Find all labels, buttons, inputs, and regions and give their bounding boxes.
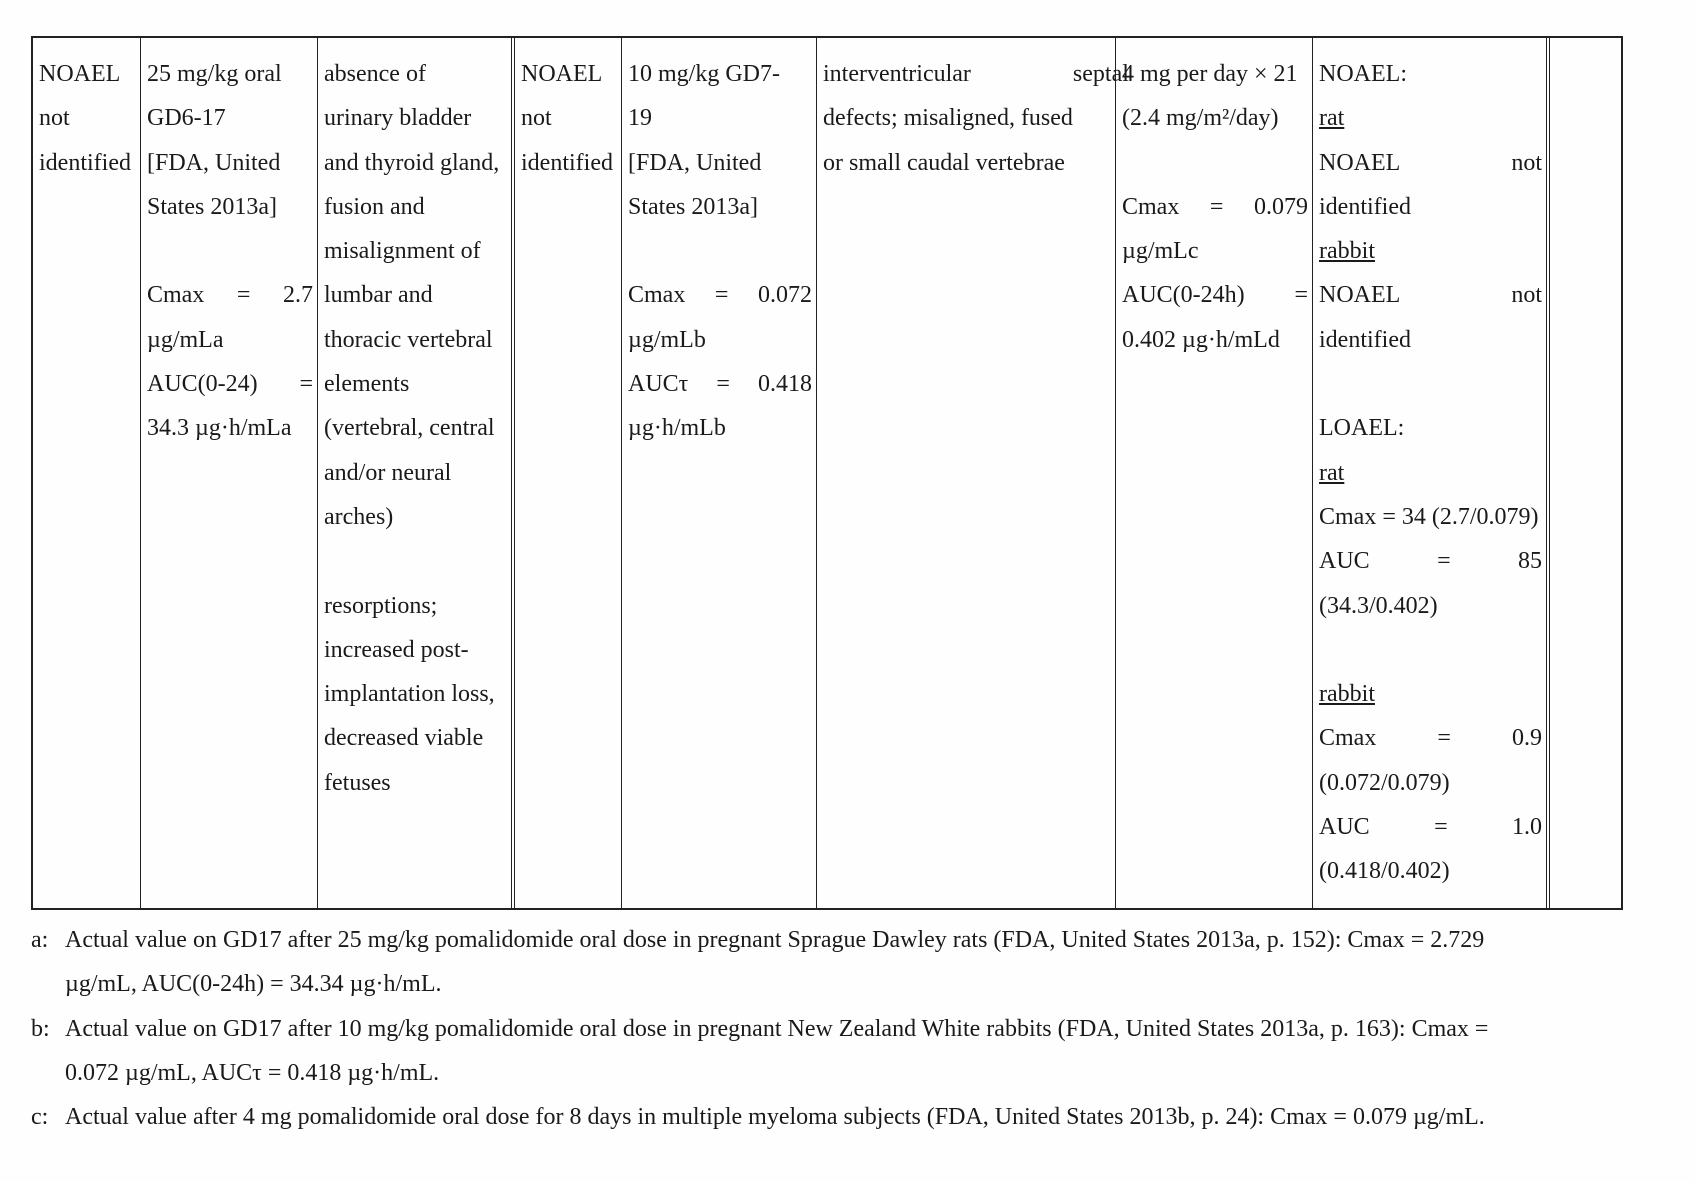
cell-text: misalignment of <box>324 238 481 265</box>
auc-row <box>147 362 313 406</box>
cell-text: rabbit <box>1319 238 1375 265</box>
cell-text: GD6-17 <box>147 105 226 132</box>
cell-text: (2.4 mg/m²/day) <box>1122 105 1279 132</box>
eq-sign: = <box>1434 814 1448 841</box>
eq-sign: = <box>716 371 730 398</box>
cell-text: 0.402 µg·h/mLd <box>1122 326 1280 353</box>
eq-sign: = <box>1437 725 1451 752</box>
cell-text: arches) <box>324 503 394 530</box>
auc-label: AUC(0-24h) <box>1122 282 1245 309</box>
cell-text: not <box>1511 149 1542 176</box>
cell-text: lumbar and <box>324 282 433 309</box>
cell-text: decreased viable <box>324 725 484 752</box>
cell-text: [FDA, United <box>147 149 281 176</box>
cmax-row <box>1122 185 1308 229</box>
cell-text: identified <box>521 149 613 176</box>
cell-text: (vertebral, central <box>324 415 495 442</box>
footnote-text: Actual value after 4 mg pomalidomide oral dose for 8 days in multiple myeloma subjects (FDA, United States 2013b, p. 24): Cmax = 0.079 µg/mL. <box>65 1104 1485 1131</box>
cmax-row <box>1319 716 1542 760</box>
col-rabbit-findings <box>817 38 1129 908</box>
cell-text: µg/mLa <box>147 326 224 353</box>
noael-row <box>1319 273 1542 317</box>
cell-text: NOAEL <box>1319 149 1401 176</box>
cell-text: increased post- <box>324 636 469 663</box>
footnote-text: Actual value on GD17 after 10 mg/kg pomalidomide oral dose in pregnant New Zealand White rabbits (FDA, United States 2013a, p. 163): Cmax = <box>65 1015 1489 1042</box>
cell-text: thoracic vertebral <box>324 326 493 353</box>
footnote-text: 0.072 µg/mL, AUCτ = 0.418 µg·h/mL. <box>65 1059 440 1086</box>
toxicity-table <box>31 36 1623 910</box>
cell-text: NOAEL <box>39 61 121 87</box>
auc-value: 1.0 <box>1512 814 1542 841</box>
auc-label: AUC <box>1319 548 1370 575</box>
cell-text: absence of <box>324 61 426 87</box>
cell-text: and/or neural <box>324 459 452 486</box>
cell-text: fetuses <box>324 769 391 796</box>
auc-label: AUC(0-24) <box>147 371 258 398</box>
footnote-label: c: <box>31 1104 49 1131</box>
cmax-value: 0.079 <box>1254 193 1308 220</box>
cell-text: 34.3 µg·h/mLa <box>147 415 292 442</box>
cell-text: resorptions; <box>324 592 438 619</box>
cell-text: (0.072/0.079) <box>1319 769 1450 796</box>
col-rat-findings <box>318 38 515 908</box>
cell-text: 25 mg/kg oral <box>147 61 282 87</box>
auc-row <box>1319 539 1542 583</box>
eq-sign: = <box>714 282 729 309</box>
eq-sign: = <box>299 371 313 398</box>
cell-text: NOAEL <box>1319 282 1401 309</box>
cell-text: 19 <box>628 105 652 132</box>
footnote-label: b: <box>31 1015 50 1042</box>
cmax-value: 2.7 <box>283 282 313 309</box>
cell-text: identified <box>1319 193 1411 220</box>
footnote-text: Actual value on GD17 after 25 mg/kg pomalidomide oral dose in pregnant Sprague Dawley rats (FDA, United States 2013a, p. 152): Cmax = 2.729 <box>65 927 1485 953</box>
cell-text: 4 mg per day × 21 <box>1122 61 1298 87</box>
auc-row <box>1122 273 1308 317</box>
cell-text: fusion and <box>324 193 425 220</box>
cell-text: and thyroid gland, <box>324 149 500 176</box>
col-rabbit-dose <box>622 38 817 908</box>
cell-text: implantation loss, <box>324 681 495 708</box>
cell-text: identified <box>1319 326 1411 353</box>
cell-text: LOAEL: <box>1319 415 1405 442</box>
cmax-value: 0.072 <box>758 282 812 309</box>
footnotes <box>31 918 1626 1139</box>
noael-row <box>1319 141 1542 185</box>
footnote-b <box>31 1007 1626 1051</box>
eq-sign: = <box>1209 193 1224 220</box>
eq-sign: = <box>1294 282 1308 309</box>
cell-text: NOAEL <box>521 61 603 87</box>
auc-row <box>628 362 812 406</box>
cmax-value: 0.9 <box>1512 725 1542 752</box>
auc-row <box>1319 805 1542 849</box>
cmax-row <box>147 273 313 317</box>
col-human-dose <box>1116 38 1313 908</box>
cell-text: Cmax = 34 (2.7/0.079) <box>1319 503 1539 530</box>
footnote-label: a: <box>31 927 49 953</box>
cell-text: µg/mLb <box>628 326 706 353</box>
cmax-label: Cmax <box>1319 725 1377 752</box>
col-rat-dose <box>141 38 318 908</box>
cell-text: (0.418/0.402) <box>1319 858 1450 885</box>
cell-text: (34.3/0.402) <box>1319 592 1438 619</box>
cell-text: States 2013a] <box>628 193 758 220</box>
col-noael-rabbit <box>515 38 622 908</box>
auc-value: 0.418 <box>758 371 812 398</box>
cmax-row <box>628 273 812 317</box>
cell-text: [FDA, United <box>628 149 762 176</box>
cell-text: interventricular septal <box>823 61 1129 87</box>
eq-sign: = <box>1437 548 1451 575</box>
cell-text: elements <box>324 371 410 398</box>
footnote-c <box>31 1095 1626 1139</box>
col-exposure-margin <box>1313 38 1550 908</box>
cell-text: not <box>1511 282 1542 309</box>
cell-text: rat <box>1319 459 1345 486</box>
cmax-label: Cmax <box>1122 193 1180 220</box>
cell-text: or small caudal vertebrae <box>823 149 1065 176</box>
col-noael-rat <box>33 38 141 908</box>
footnote-text: µg/mL, AUC(0-24h) = 34.34 µg·h/mL. <box>65 971 442 998</box>
cmax-label: Cmax <box>628 282 686 309</box>
cell-text: rabbit <box>1319 681 1375 708</box>
cell-text: µg·h/mLb <box>628 415 726 442</box>
cell-text: urinary bladder <box>324 105 472 132</box>
cell-text: µg/mLc <box>1122 238 1199 265</box>
eq-sign: = <box>236 282 251 309</box>
cell-text: 10 mg/kg GD7- <box>628 61 780 87</box>
cell-text: identified <box>39 149 131 176</box>
cell-text: rat <box>1319 105 1345 132</box>
col-empty <box>1550 38 1621 908</box>
cell-text: not <box>39 105 70 132</box>
auc-value: 85 <box>1518 548 1542 575</box>
cell-text: NOAEL: <box>1319 61 1407 87</box>
cmax-label: Cmax <box>147 282 205 309</box>
auc-label: AUC <box>1319 814 1370 841</box>
auc-label: AUCτ <box>628 371 689 398</box>
cell-text: not <box>521 105 552 132</box>
footnote-a <box>31 918 1626 962</box>
cell-text: defects; misaligned, fused <box>823 105 1073 132</box>
cell-text <box>324 52 507 96</box>
cell-text: States 2013a] <box>147 193 277 220</box>
